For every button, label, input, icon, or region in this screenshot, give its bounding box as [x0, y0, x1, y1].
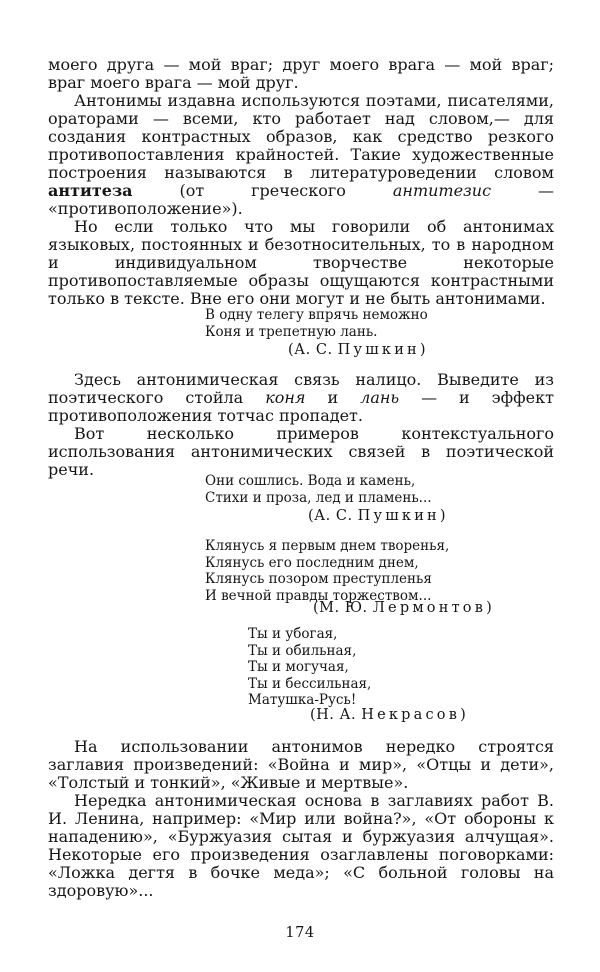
paragraph-4: Здесь антонимическая связь налицо. Выведите из поэтического стойла коня и лань — и эффект противоположения тотчас пропадет. — [48, 370, 555, 425]
verse-line: Стихи и проза, лед и пламень... — [205, 489, 432, 506]
quote-4-attribution: (Н. А. Некрасов) — [310, 707, 467, 723]
paragraph-3: Но если только что мы говорили об антонимах языковых, постоянных и безотносительных, то в народном и индивидуальном творчестве некоторые противопоставляемые образы ощущаются контрастными только в тексте. Вне его они могут и не быть антонимами. — [48, 217, 554, 308]
verse-line: Клянусь я первым днем творенья, — [205, 538, 450, 554]
verse-line: Коня и трепетную лань. — [205, 323, 378, 340]
text-block-2 — [48, 371, 554, 479]
verse-line: Ты и обильная, — [248, 642, 357, 659]
page-number: 174 — [285, 925, 315, 941]
verse-line: Они сошлись. Вода и камень, — [205, 473, 416, 489]
verse-line: Ты и убогая, — [248, 626, 338, 642]
term-antiteza: антитеза — [48, 181, 133, 200]
quote-2-attribution: (А. С. Пушкин) — [308, 508, 447, 524]
paragraph-6: На использовании антонимов нередко строятся заглавия произведений: «Война и мир», «Отцы и дети», «Толстый и тонкий», «Живые и мертвые». — [48, 737, 554, 792]
text-block-1 — [48, 56, 554, 308]
verse-line: И вечной правды торжеством... — [205, 587, 432, 604]
quote-3-verse — [205, 538, 449, 604]
verse-line: Ты и бессильная, — [248, 675, 372, 692]
verse-line: Матушка-Русь! — [248, 692, 357, 708]
quote-4-verse — [248, 626, 371, 709]
quote-1-verse — [205, 307, 428, 340]
paragraph-5: Вот несколько примеров контекстуального использования антонимических связей в поэтической речи. — [48, 424, 554, 479]
verse-line: Клянусь позором преступленья — [205, 571, 432, 587]
quote-2-verse — [205, 473, 432, 506]
verse-line: Клянусь его последним днем, — [205, 554, 419, 571]
verse-line: В одну телегу впрячь неможно — [205, 307, 428, 323]
paragraph-2: Антонимы издавна используются поэтами, писателями, ораторами — всеми, кто работает над словом,— для создания контрастных образов, как средство резкого противопоставления крайностей. Такие художественные построения называются в литературоведении словом антитеза (от греческого антитезис — «противоположение»). — [48, 91, 554, 218]
paragraph-1: моего друга — мой враг; друг моего врага — мой враг; враг моего врага — мой друг. — [48, 55, 554, 92]
term-antitezis: антитезис — [392, 181, 492, 200]
quote-1-attribution: (А. С. Пушкин) — [288, 342, 427, 358]
verse-line: Ты и могучая, — [248, 659, 349, 675]
text-block-3 — [48, 738, 554, 900]
paragraph-7: Нередка антонимическая основа в заглавиях работ В. И. Ленина, например: «Мир или война?», «От обороны к нападению», «Буржуазия сытая и буржуазия алчущая». Некоторые его произведения озаглавлены поговорками: «Ложка дегтя в бочке меда»; «С больной головы на здоровую»... — [48, 791, 554, 900]
quote-3-attribution: (М. Ю. Лермонтов) — [313, 600, 493, 616]
